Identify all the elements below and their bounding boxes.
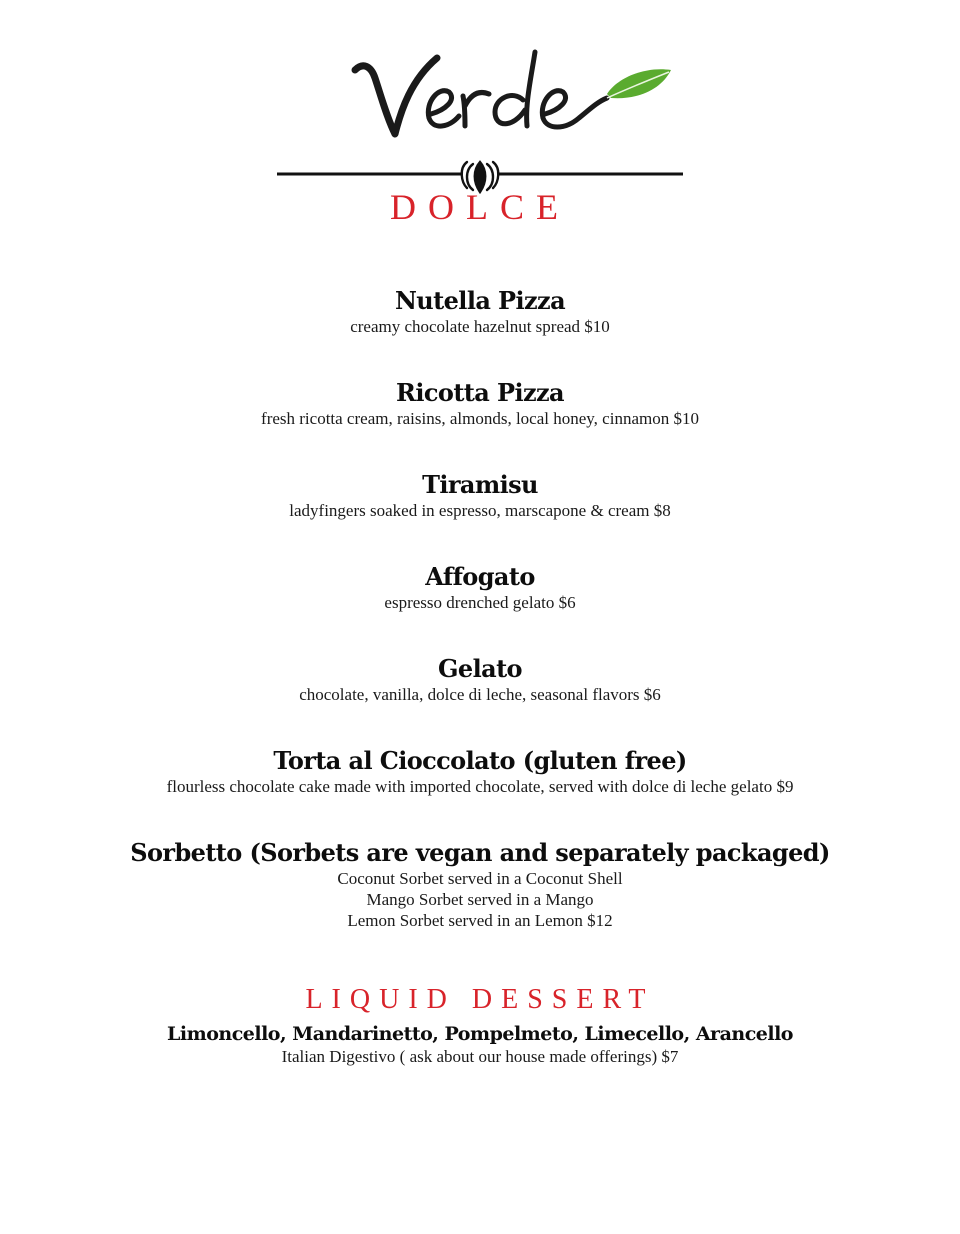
item-name: Sorbetto (Sorbets are vegan and separately packaged): [130, 838, 830, 867]
item-description: ladyfingers soaked in espresso, marscapone & cream $8: [289, 501, 671, 520]
item-description: creamy chocolate hazelnut spread $10: [350, 317, 610, 336]
item-name: Affogato: [425, 562, 535, 591]
menu-item: [0, 562, 960, 613]
menu-item: [0, 1022, 960, 1067]
item-name: Gelato: [438, 654, 522, 683]
item-description-line: Lemon Sorbet served in an Lemon $12: [347, 911, 613, 930]
item-name: Ricotta Pizza: [396, 378, 564, 407]
menu-item: [0, 286, 960, 337]
item-description: flourless chocolate cake made with imported chocolate, served with dolce di leche gelato $9: [166, 777, 794, 796]
verde-logo: [345, 48, 675, 148]
item-description-line: Mango Sorbet served in a Mango: [366, 890, 594, 909]
verde-logo-art: [345, 48, 675, 148]
menu-item: [0, 838, 960, 931]
section-title-liquid-dessert: LIQUID DESSERT: [305, 984, 655, 1015]
menu-item: [0, 470, 960, 521]
item-name: Tiramisu: [422, 470, 538, 499]
item-description: chocolate, vanilla, dolce di leche, seasonal flavors $6: [299, 685, 661, 704]
leaf-icon: [607, 69, 671, 98]
item-description: Italian Digestivo ( ask about our house made offerings) $7: [281, 1047, 679, 1066]
item-name: Nutella Pizza: [394, 286, 566, 315]
menu-item: [0, 746, 960, 797]
menu-item: [0, 378, 960, 429]
item-name: Limoncello, Mandarinetto, Pompelmeto, Limecello, Arancello: [167, 1023, 793, 1045]
item-name: Torta al Cioccolato (gluten free): [273, 746, 687, 775]
item-description: fresh ricotta cream, raisins, almonds, local honey, cinnamon $10: [261, 409, 699, 428]
item-description-line: Coconut Sorbet served in a Coconut Shell: [337, 869, 623, 888]
menu-item: [0, 654, 960, 705]
section-title-dolce: DOLCE: [390, 187, 570, 227]
item-description: espresso drenched gelato $6: [384, 593, 576, 612]
